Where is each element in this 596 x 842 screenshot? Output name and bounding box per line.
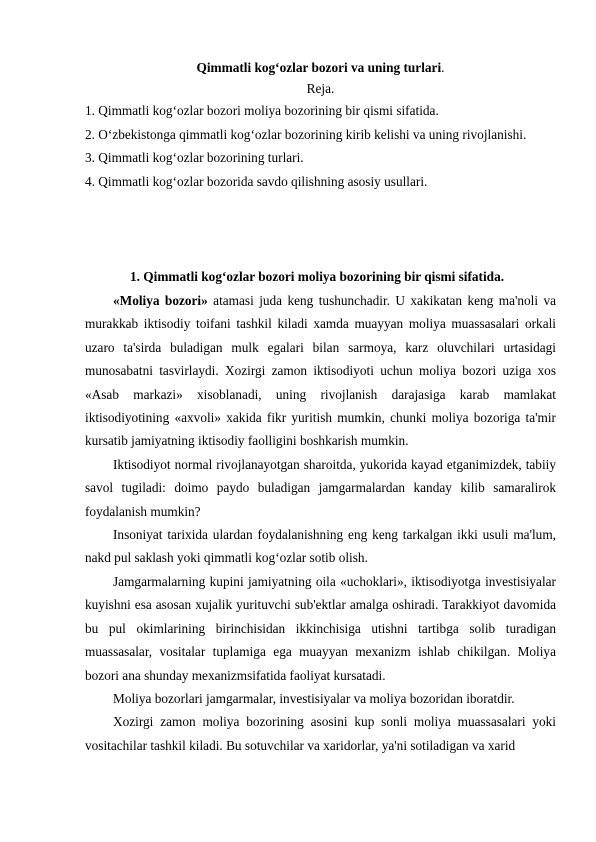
section-heading: 1. Qimmatli kog‘ozlar bozori moliya bozorining bir qismi sifatida.: [130, 269, 505, 284]
plan-item-3: 3. Qimmatli kog‘ozlar bozorining turlari.: [85, 150, 304, 165]
document-title: [85, 58, 556, 78]
plan-item-4: 4. Qimmatli kog‘ozlar bozorida savdo qilishning asosiy usullari.: [85, 173, 428, 189]
paragraph-2: Iktisodiyot normal rivojlanayotgan sharoitda, yukorida kayad etganimizdek, tabiiy savol tugiladi: doimo paydo buladigan jamgarmalardan kanday kilib samaralirok foydalanish mumkin?: [85, 456, 556, 519]
plan-list: [85, 99, 556, 193]
paragraph-4: Jamgarmalarning kupini jamiyatning oila «uchoklari», iktisodiyotga investisiyalar kuyishni esa asosan xujalik yurituvchi sub'ektlar amalga oshiradi. Tarakkiyot davomida bu pul okimlarining birinchisidan ikkinchisiga utishni tartibga solib turadigan muassasalar, vositalar tuplamiga ega muayyan mexanizm ishlab chikilgan. Moliya bozori ana shunday mexanizmsifatida faoliyat kursatadi.: [85, 573, 556, 683]
document-title-period: .: [441, 60, 445, 75]
paragraph-6: Xozirgi zamon moliya bozorining asosini kup sonli moliya muassasalari yoki vositachilar tashkil kiladi. Bu sotuvchilar va xaridorlar, ya'ni sotiladigan va xarid: [85, 714, 556, 753]
document-title-text: Qimmatli kog‘ozlar bozori va uning turlari: [196, 60, 442, 75]
plan-item-1: 1. Qimmatli kog‘ozlar bozori moliya bozorining bir qismi sifatida.: [85, 103, 439, 118]
plan-item-2: 2. O‘zbekistonga qimmatli kog‘ozlar bozorining kirib kelishi va uning rivojlanishi.: [85, 126, 527, 142]
paragraph-5: Moliya bozorlari jamgarmalar, investisiyalar va moliya bozoridan iboratdir.: [113, 690, 515, 706]
paragraph-1-text: atamasi juda keng tushunchadir. U xakikatan keng ma'noli va murakkab iktisodiy toifani tashkil kiladi xamda muayyan moliya muassasalari orkali uzaro ta'sirda buladigan mulk egalari bilan sarmoya, karz oluvchilari urtasidagi munosabatni tasvirlaydi. Xozirgi zamon iktisodiyoti uchun moliya bozori uziga xos «Asab markazi» xisoblanadi, uning rivojlanish darajasiga karab mamlakat iktisodiyotining «axvoli» xakida fikr yuritish mumkin, chunki moliya bozoriga ta'mir kursatib jamiyatning iktisodiy faolligini boshkarish mumkin.: [85, 293, 557, 449]
paragraph-1: [85, 289, 556, 453]
plan-heading: Reja.: [306, 81, 335, 96]
paragraph-1-term: «Moliya bozori»: [113, 293, 208, 308]
paragraph-3: Insoniyat tarixida ulardan foydalanishning eng keng tarkalgan ikki usuli ma'lum, nakd pul saklash yoki qimmatli kog‘ozlar sotib olish.: [85, 527, 556, 566]
